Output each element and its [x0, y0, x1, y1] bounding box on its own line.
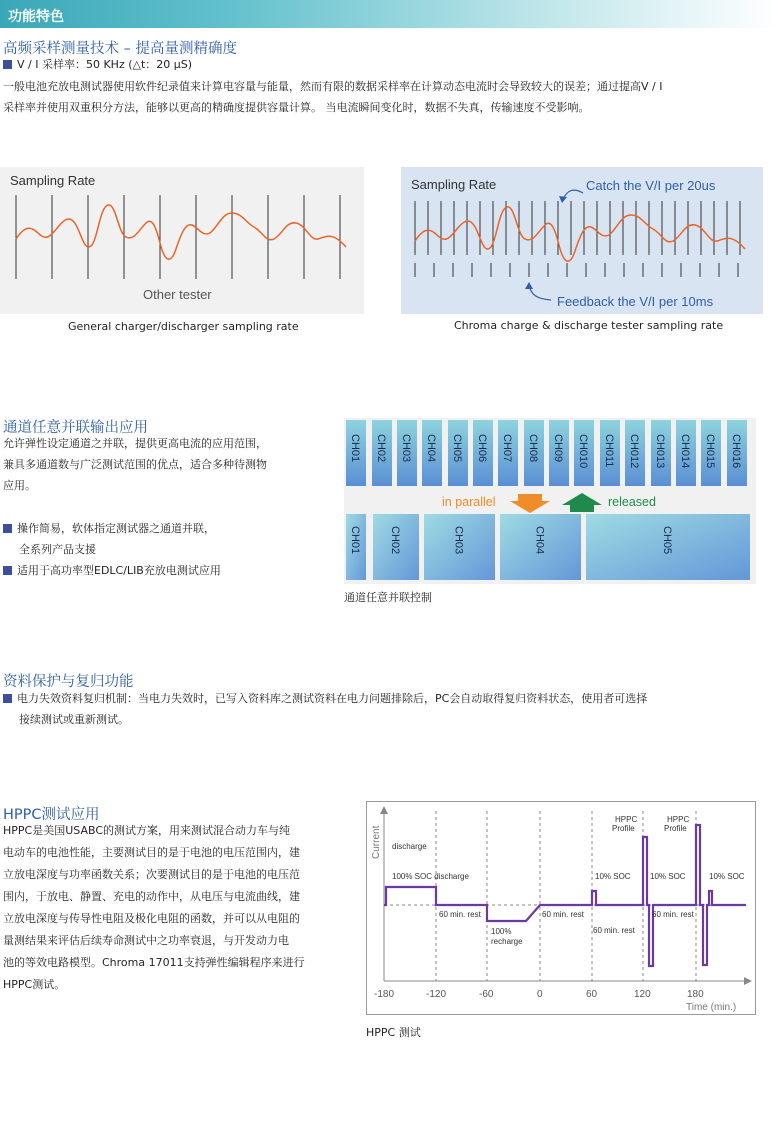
recovery-title: 资料保护与复归功能: [3, 674, 134, 690]
right-fast-sample-lines: [415, 201, 740, 255]
sampling-bullet-text: V / I 采样率：50 KHz (△t：20 μS): [17, 58, 193, 71]
bottom-channel-row: [346, 514, 750, 580]
right-slow-sample-lines: [415, 263, 738, 277]
recovery-line1: 电力失效资料复归机制：当电力失效时，已写入资料库之测试资料在电力问题排除后，PC会自动取得复归资料状态，使用者可选择: [17, 692, 648, 705]
parallel-para-line: 应用。: [3, 479, 36, 492]
tick-label: -60: [479, 989, 494, 1000]
other-tester-svg: [0, 167, 364, 314]
annot-soc10c: 10% SOC: [709, 872, 745, 881]
sampling-para-line1: 一般电池充放电测试器使用软件纪录值来计算电容量与能量，然而有限的数据采样率在计算动态电流时会导致较大的误差；通过提高V / I: [3, 80, 663, 93]
hppc-para-line: 立放电深度与功率函数关系；次要测试目的是于电池的电压范: [3, 868, 300, 881]
tick-label: 0: [537, 989, 543, 1000]
channel-diagram: [344, 418, 756, 584]
annot-hppc1b: Profile: [612, 824, 635, 833]
top-channel-label: CH02: [375, 434, 387, 463]
parallel-bullets: [3, 518, 221, 581]
sampling-bullet: [3, 54, 192, 76]
tick-label: 180: [687, 989, 704, 1000]
annot-rest1: 60 min. rest: [439, 910, 481, 919]
chroma-tester-svg: [401, 167, 763, 314]
annot-recharge2: recharge: [491, 937, 523, 946]
header-bar: [0, 0, 778, 28]
bottom-channel-label: CH02: [389, 526, 401, 555]
top-channel-label: CH06: [476, 434, 488, 463]
top-channel-label: CH011: [603, 434, 615, 468]
left-wave: [16, 205, 346, 259]
header-title: 功能特色: [8, 9, 64, 25]
channel-diagram-svg: [344, 418, 756, 584]
top-channel-label: CH010: [577, 434, 589, 469]
bottom-channel-label: CH01: [349, 526, 361, 555]
top-channel-label: CH012: [628, 434, 640, 469]
left-chart-label: Sampling Rate: [10, 173, 96, 188]
parallel-bullet-1: [3, 518, 221, 539]
hppc-caption: HPPC 测试: [366, 1026, 421, 1039]
parallel-bullet-2: [3, 560, 221, 581]
tick-label: 120: [634, 989, 651, 1000]
top-channel-row: [346, 420, 747, 486]
sampling-para-line2: 采样率并使用双重积分方法，能够以更高的精确度提供容量计算。 当电流瞬间变化时，数据不失真，传输速度不受影响。: [3, 101, 590, 114]
hppc-para-line: 池的等效电路模型。Chroma 17011支持弹性编辑程序来进行: [3, 956, 305, 969]
hppc-para-line: 围内，于放电、静置、充电的动作中，从电压与电流曲线，建: [3, 890, 300, 903]
parallel-bullet-1-text: 操作简易，软体指定测试器之通道并联，: [17, 522, 215, 535]
annot-soc10a: 10% SOC: [595, 872, 631, 881]
hppc-para: [3, 820, 305, 996]
top-channel-label: CH013: [654, 434, 666, 469]
tick-label: -120: [426, 989, 447, 1000]
recovery-line2: 接续测试或重新测试。: [19, 713, 129, 726]
hppc-chart: [366, 801, 756, 1015]
top-channel-label: CH08: [527, 434, 539, 463]
left-sample-lines: [16, 195, 340, 279]
hppc-xlabel: Time (min.): [686, 1002, 737, 1013]
hppc-ylabel: Current: [371, 825, 382, 859]
tick-label: 60: [586, 989, 598, 1000]
recovery-bullet: [3, 688, 647, 710]
in-parallel-arrow-icon: [510, 494, 550, 513]
right-chart-label: Sampling Rate: [411, 177, 497, 192]
annot-hppc2b: Profile: [664, 824, 687, 833]
bullet-square-icon: [3, 566, 12, 575]
hppc-chart-frame: [367, 802, 756, 1015]
other-tester-label: Other tester: [143, 287, 212, 302]
hppc-para-line: HPPC测试。: [3, 978, 66, 991]
hppc-para-line: HPPC是美国USABC的测试方案，用来测试混合动力车与纯: [3, 824, 291, 837]
bottom-channel-label: CH04: [533, 526, 546, 555]
feedback-arrowhead-icon: [525, 282, 533, 289]
right-chart-caption: Chroma charge & discharge tester sampling rate: [454, 319, 724, 332]
parallel-para: [3, 433, 267, 496]
top-channel-label: CH09: [552, 434, 564, 463]
annot-recharge1: 100%: [491, 927, 512, 936]
annot-rest4: 60 min. rest: [652, 910, 694, 919]
sampling-title: 高频采样测量技术 – 提高量测精确度: [3, 41, 237, 57]
top-channel-label: CH03: [400, 434, 412, 463]
channel-diagram-caption: 通道任意并联控制: [344, 591, 432, 604]
parallel-bullet-2-text: 适用于高功率型EDLC/LIB充放电测试应用: [17, 564, 221, 577]
catch-arrowhead-icon: [559, 196, 567, 203]
hppc-chart-svg: [366, 801, 756, 1015]
bullet-square-icon: [3, 694, 12, 703]
left-chart-caption: General charger/discharger sampling rate: [68, 320, 299, 333]
annot-hppc1a: HPPC: [615, 815, 638, 824]
hppc-title: HPPC测试应用: [3, 807, 100, 823]
parallel-para-line: 允许弹性设定通道之并联，提供更高电流的应用范围，: [3, 437, 267, 450]
right-wave: [415, 207, 745, 261]
in-parallel-label: in parallel: [442, 495, 496, 509]
other-tester-chart: [0, 167, 364, 314]
parallel-para-line: 兼具多通道数与广泛测试范围的优点，适合多种待测物: [3, 458, 267, 471]
top-channel-label: CH016: [730, 434, 742, 469]
hppc-para-line: 量测结果来评估后续寿命测试中之功率衰退，与开发动力电: [3, 934, 289, 947]
bullet-square-icon: [3, 524, 12, 533]
annot-hppc2a: HPPC: [667, 815, 690, 824]
annot-discharge: discharge: [392, 842, 427, 851]
feedback-arrow-icon: [529, 285, 551, 300]
parallel-title: 通道任意并联输出应用: [3, 420, 148, 436]
top-channel-label: CH07: [501, 434, 513, 463]
hppc-para-line: 立放电深度与传导性电阻及极化电阻的函数，并可以从电阻的: [3, 912, 300, 925]
catch-text: Catch the V/I per 20us: [586, 178, 716, 193]
tick-label: -180: [374, 989, 395, 1000]
top-channel-label: CH014: [679, 434, 691, 469]
parallel-bullet-1-cont: 全系列产品支援: [19, 543, 96, 556]
feedback-text: Feedback the V/I per 10ms: [557, 294, 714, 309]
released-label: released: [608, 495, 656, 509]
annot-rest2: 60 min. rest: [542, 910, 584, 919]
annot-rest3: 60 min. rest: [593, 926, 635, 935]
top-channel-label: CH05: [451, 434, 463, 463]
annot-soc10b: 10% SOC: [650, 872, 686, 881]
bottom-channel-label: CH03: [452, 526, 465, 555]
chroma-tester-chart: [401, 167, 763, 314]
top-channel-label: CH04: [425, 434, 437, 463]
bullet-square-icon: [3, 60, 12, 69]
annot-soc100: 100% SOC discharge: [392, 872, 469, 881]
bottom-channel-label: CH05: [661, 526, 673, 555]
top-channel-label: CH015: [704, 434, 716, 469]
hppc-para-line: 电动车的电池性能，主要测试目的是于电池的电压范围内，建: [3, 846, 300, 859]
top-channel-label: CH01: [349, 434, 361, 463]
released-arrow-icon: [562, 493, 602, 512]
